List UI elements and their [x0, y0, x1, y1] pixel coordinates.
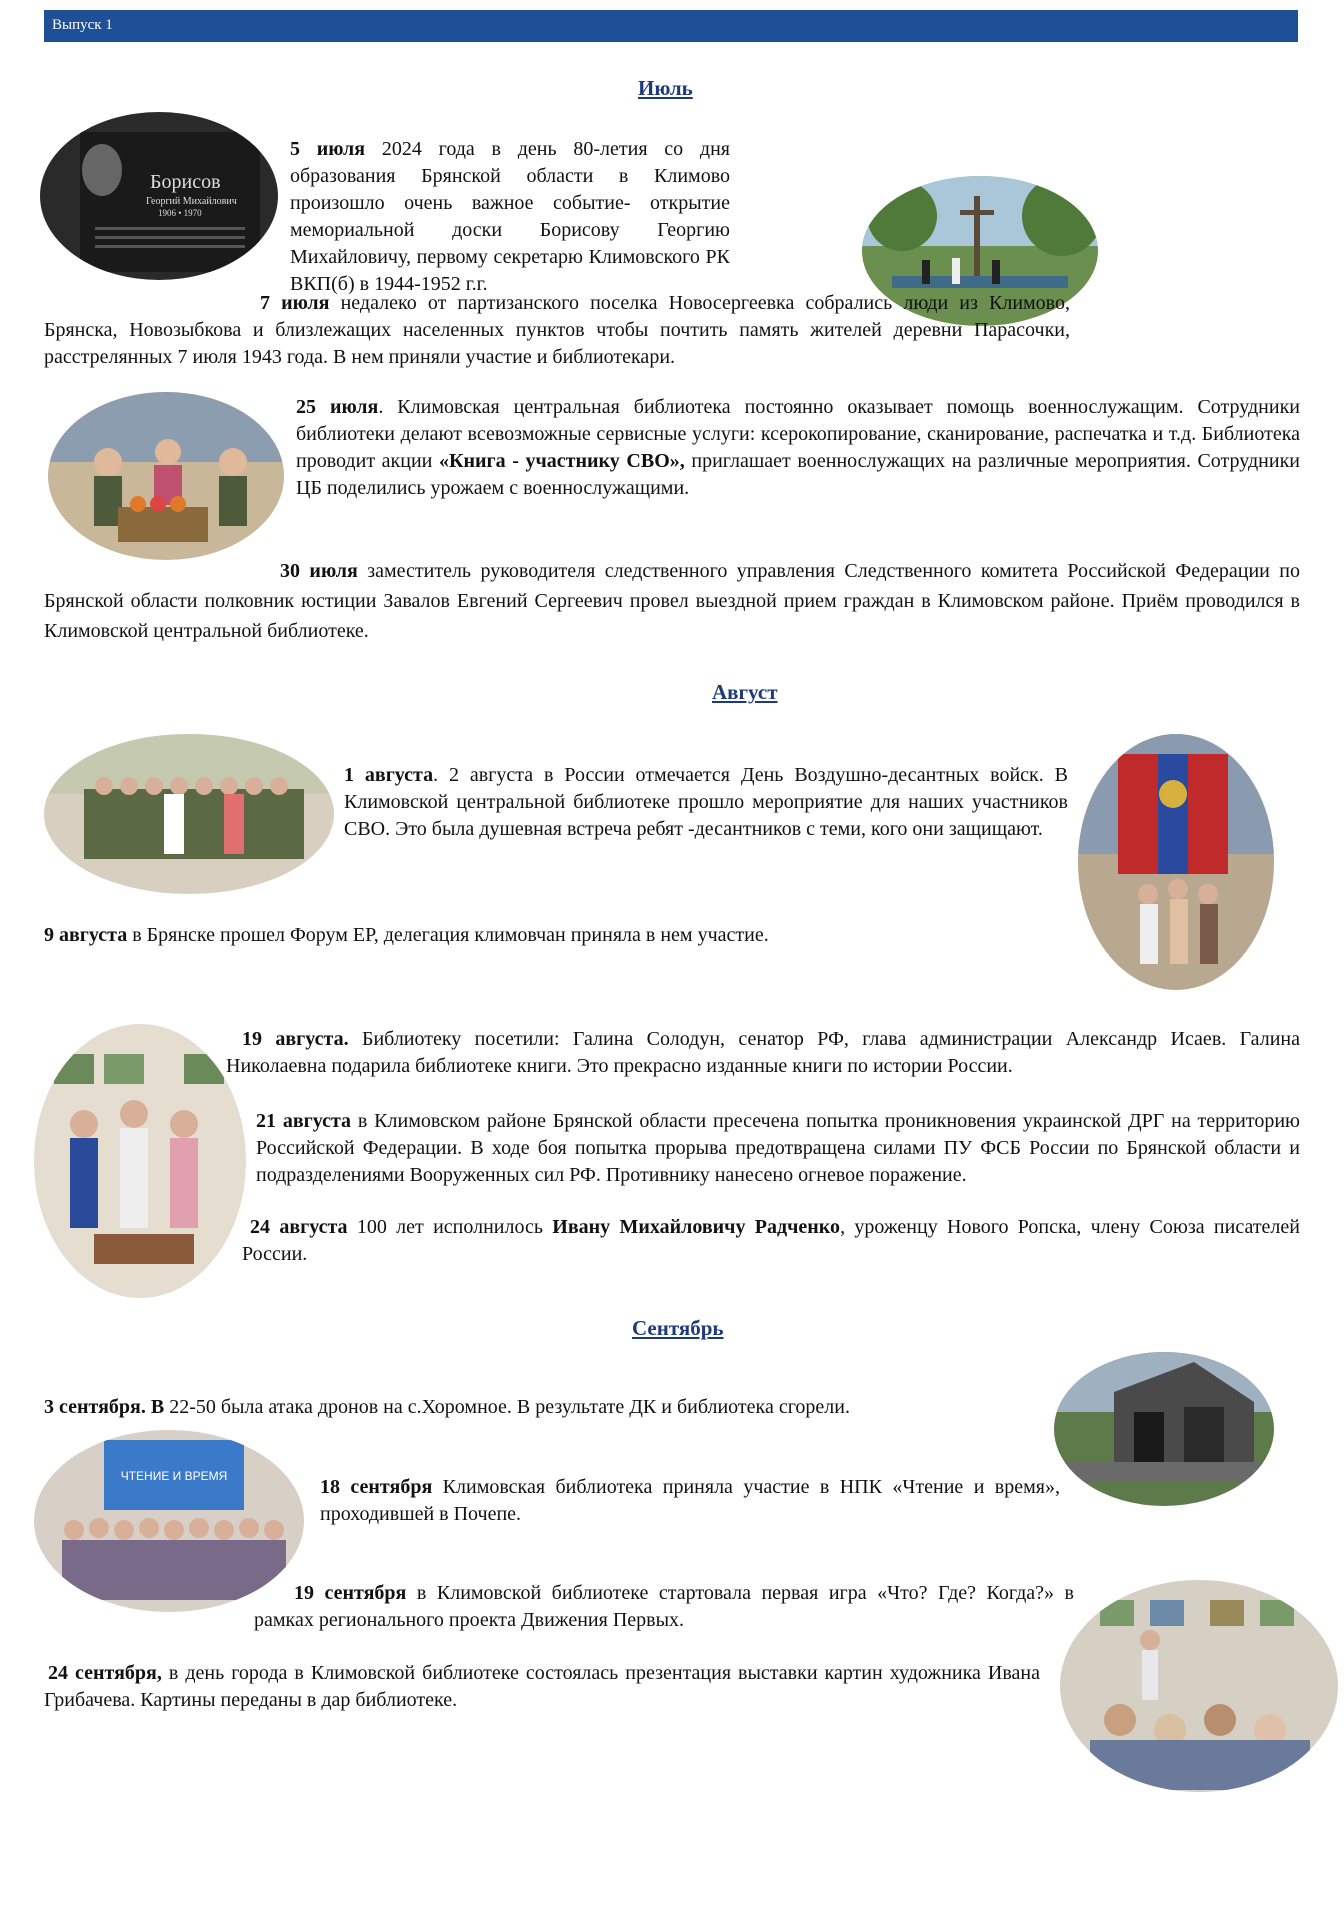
- date-july-5: 5 июля: [290, 138, 366, 160]
- july-event-25: 25 июля. Климовская центральная библиотека постоянно оказывает помощь военнослужащим. Сотрудники библиотеки делают всевозможные сервисные услуги: ксерокопирование, сканирование, распечатка и т.д. Библиотека проводит акции «Книга - участнику СВО», приглашает военнослужащих на различные мероприятия. Сотрудники ЦБ поделились урожаем с военнослужащими.: [296, 396, 1300, 499]
- memorial-plaque-photo: [40, 112, 278, 280]
- september-event-19: 19 сентября в Климовской библиотеке стартовала первая игра «Что? Где? Когда?» в рамках регионального проекта Движения Первых.: [254, 1582, 1074, 1631]
- august-event-1: 1 августа. 2 августа в России отмечается День Воздушно-десантных войск. В Климовской центральной библиотеке прошло мероприятие для наших участников СВО. Это была душевная встреча ребят -десантников с теми, кого они защищают.: [344, 764, 1068, 840]
- date-august-24: 24 августа: [250, 1216, 348, 1238]
- august-event-19: 19 августа. Библиотеку посетили: Галина Солодун, сенатор РФ, глава администрации Александр Исаев. Галина Николаевна подарила библиотеке книги. Это прекрасно изданные книги по истории России.: [226, 1028, 1301, 1077]
- july-event-30: 30 июля заместитель руководителя следственного управления Следственного комитета Российской Федерации по Брянской области полковник юстиции Завалов Евгений Сергеевич провел выездной прием граждан в Климовском районе. Приём проводился в Климовской центральной библиотеке.: [44, 560, 1300, 642]
- august-event-21: 21 августа в Климовском районе Брянской области пресечена попытка проникновения украинской ДРГ на территорию Российской Федерации. В ходе боя попытка прорыва предотвращена силами ПУ ФСБ России по Брянской области и подразделениями Вооруженных сил РФ. Противнику нанесено огневое поражение.: [256, 1110, 1300, 1186]
- september-event-24: 24 сентября, в день города в Климовской библиотеке состоялась презентация выставки картин художника Ивана Грибачева. Картины переданы в дар библиотеке.: [44, 1662, 1040, 1711]
- july-event-5: 5 июля 2024 года в день 80-летия со дня образования Брянской области в Климово произошло очень важное событие- открытие мемориальной доски Борисову Георгию Михайловичу, первому секретарю Климовского РК ВКП(б) в 1944-1952 г.г.: [290, 138, 730, 295]
- date-september-19: 19 сентября: [294, 1582, 407, 1604]
- date-july-30: 30 июля: [280, 560, 358, 582]
- plaque-name: Борисов: [150, 171, 221, 193]
- plaque-years: 1906 • 1970: [158, 208, 202, 218]
- burned-building-photo: [1054, 1352, 1274, 1506]
- harvest-soldiers-photo: [48, 392, 284, 560]
- forum-flags-photo: [1078, 734, 1274, 990]
- september-event-3: 3 сентября. В 22-50 была атака дронов на с.Хоромное. В результате ДК и библиотека сгорели.: [44, 1396, 850, 1418]
- date-september-24: 24 сентября,: [48, 1662, 162, 1684]
- date-september-18: 18 сентября: [320, 1476, 433, 1498]
- date-july-25: 25 июля: [296, 396, 379, 418]
- date-august-1: 1 августа: [344, 764, 434, 786]
- september-event-18: 18 сентября Климовская библиотека приняла участие в НПК «Чтение и время», проходившей в Почепе.: [320, 1476, 1060, 1525]
- screen-logo: ЧТЕНИЕ И ВРЕМЯ: [120, 1469, 228, 1483]
- date-august-21: 21 августа: [256, 1110, 352, 1132]
- date-july-7: 7 июля: [260, 292, 330, 314]
- month-title-august: Август: [712, 680, 778, 704]
- month-title-july: Июль: [638, 76, 693, 100]
- date-september-3: 3 сентября. В: [44, 1396, 165, 1418]
- july-event-7: 7 июля недалеко от партизанского поселка Новосергеевка собрались люди из Климово, Брянска, Новозыбкова и близлежащих населенных пунктов чтобы почтить память жителей деревни Парасочки, расстрелянных 7 июля 1943 года. В нем приняли участие и библиотекари.: [44, 292, 1070, 368]
- paratroopers-group-photo: [44, 734, 334, 894]
- august-event-24: 24 августа 100 лет исполнилось Ивану Михайловичу Радченко, уроженцу Нового Ропска, члену Союза писателей России.: [242, 1216, 1300, 1265]
- date-august-19: 19 августа.: [242, 1028, 349, 1050]
- month-title-september: Сентябрь: [632, 1316, 724, 1340]
- plaque-patronymic: Георгий Михайлович: [146, 196, 237, 207]
- august-event-9: 9 августа в Брянске прошел Форум ЕР, делегация климовчан приняла в нем участие.: [44, 924, 769, 946]
- issue-header-bar: [44, 10, 1298, 42]
- date-august-9: 9 августа: [44, 924, 128, 946]
- game-audience-photo: [1060, 1580, 1338, 1792]
- senator-visit-photo: [34, 1024, 246, 1298]
- issue-label: Выпуск 1: [52, 17, 113, 33]
